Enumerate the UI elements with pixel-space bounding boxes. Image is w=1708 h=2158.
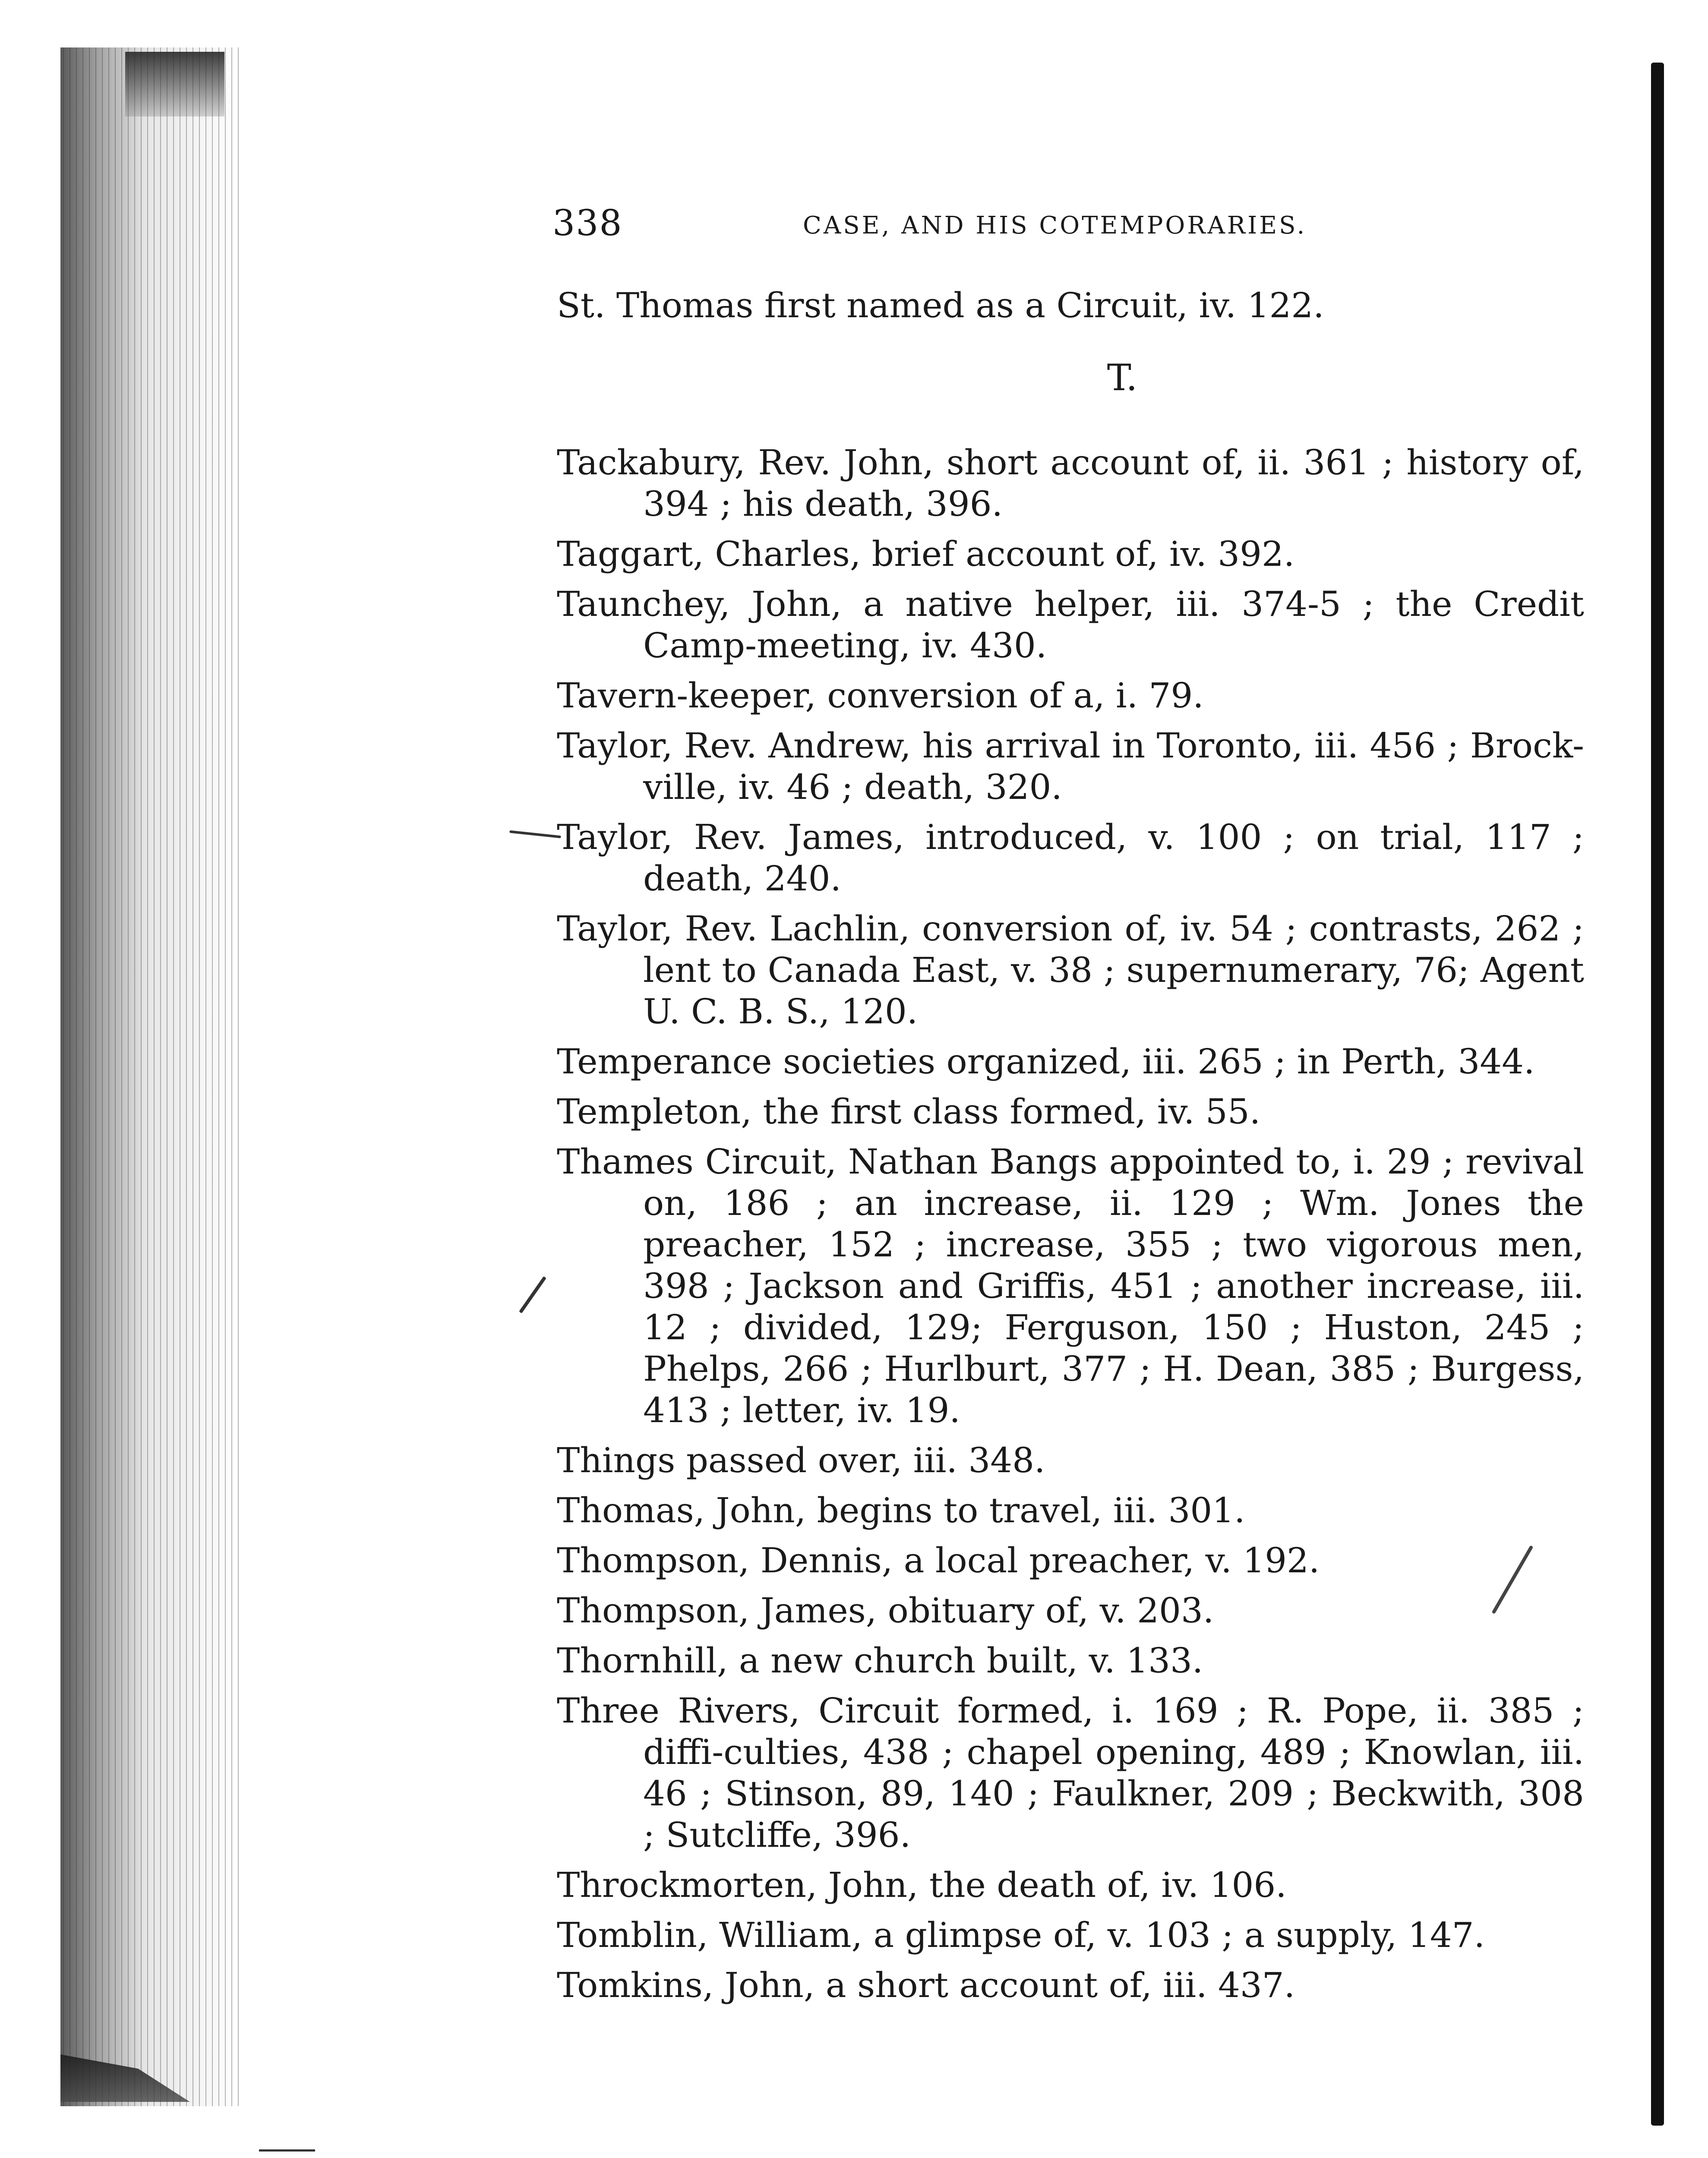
index-entry: Taggart, Charles, brief account of, iv. 392. bbox=[557, 534, 1295, 574]
page-header bbox=[552, 203, 1373, 255]
index-entry: Tomblin, William, a glimpse of, v. 103 ; a supply, 147. bbox=[557, 1915, 1485, 1955]
index-entry: Taylor, Rev. James, introduced, v. 100 ; on trial, 117 ; death, 240. bbox=[557, 817, 1584, 899]
index-entry: Taylor, Rev. Lachlin, conversion of, iv. 54 ; contrasts, 262 ; lent to Canada East, v. 38 ; supernumerary, 76; Agent U. C. B. S., 120. bbox=[557, 909, 1584, 1032]
index-entry: Thompson, Dennis, a local preacher, v. 192. bbox=[557, 1540, 1320, 1581]
index-entry: Tomkins, John, a short account of, iii. 437. bbox=[557, 1965, 1295, 2005]
page-number: 338 bbox=[552, 203, 623, 244]
running-title: CASE, AND HIS COTEMPORARIES. bbox=[803, 211, 1307, 240]
binding-top-shadow bbox=[125, 52, 224, 117]
index-entry: Thames Circuit, Nathan Bangs appointed to, i. 29 ; revival on, 186 ; an increase, ii. 129 ; Wm. Jones the preacher, 152 ; increase, 355 ; two vigorous men, 398 ; Jackson and Griffis, 451 ; another increase, iii. 12 ; divided, 129; Ferguson, 150 ; Huston, 245 ; Phelps, 266 ; Hurlburt, 377 ; H. Dean, 385 ; Burgess, 413 ; letter, iv. 19. bbox=[557, 1142, 1584, 1430]
index-entry: Tackabury, Rev. John, short account of, ii. 361 ; history of, 394 ; his death, 396. bbox=[557, 442, 1584, 524]
index-entry: Things passed over, iii. 348. bbox=[557, 1440, 1045, 1480]
index-entry: Three Rivers, Circuit formed, i. 169 ; R. Pope, ii. 385 ; diffi-culties, 438 ; chapel opening, 489 ; Knowlan, iii. 46 ; Stinson, 89, 140 ; Faulkner, 209 ; Beckwith, 308 ; Sutcliffe, 396. bbox=[557, 1691, 1584, 1855]
index-entry: St. Thomas first named as a Circuit, iv. 122. bbox=[557, 285, 1324, 325]
index-entry: Taunchey, John, a native helper, iii. 374-5 ; the Credit Camp-meeting, iv. 430. bbox=[557, 584, 1584, 666]
index-entry: Thomas, John, begins to travel, iii. 301. bbox=[557, 1490, 1245, 1530]
index-entry: Temperance societies organized, iii. 265 ; in Perth, 344. bbox=[557, 1041, 1535, 1082]
bottom-dash-mark bbox=[259, 2149, 315, 2152]
binding-edge-shadow bbox=[60, 47, 242, 2106]
pencil-mark bbox=[509, 830, 561, 839]
right-edge-rule bbox=[1651, 63, 1664, 2126]
pencil-stroke bbox=[519, 1276, 546, 1314]
index-entry: Thornhill, a new church built, v. 133. bbox=[557, 1641, 1203, 1681]
section-letter: T. bbox=[1107, 357, 1138, 399]
index-body bbox=[557, 285, 1584, 2015]
index-entry: Throckmorten, John, the death of, iv. 106. bbox=[557, 1865, 1287, 1905]
index-entry: Taylor, Rev. Andrew, his arrival in Toronto, iii. 456 ; Brock-ville, iv. 46 ; death, 320. bbox=[557, 726, 1584, 807]
index-entry: Tavern-keeper, conversion of a, i. 79. bbox=[557, 675, 1204, 716]
index-entry: Thompson, James, obituary of, v. 203. bbox=[557, 1590, 1214, 1631]
index-entry: Templeton, the first class formed, iv. 55. bbox=[557, 1092, 1261, 1132]
